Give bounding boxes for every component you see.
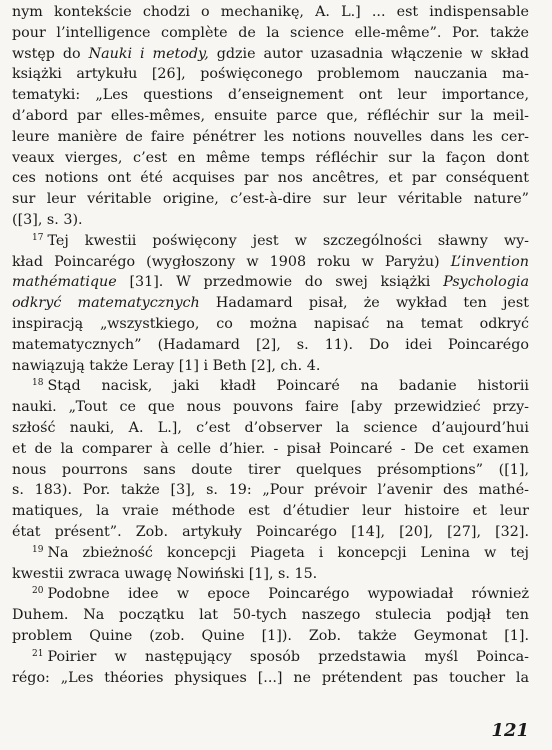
text-line: inspiracją „wszystkiego, co można napisać na temat odkryć — [12, 315, 529, 332]
text-line: état présent”. Zob. artykuły Poincarégo [14], [20], [27], [32]. — [12, 523, 529, 540]
text-line: szłość nauki, A. L.], c’est d’observer la science d’aujourd’hui — [12, 419, 529, 436]
text-line: nym kontekście chodzi o mechanikę, A. L.] ... est indispensable — [12, 4, 529, 20]
page-number: 121 — [491, 720, 529, 741]
text-line: régo: „Les théories physiques [...] ne prétendent pas toucher la — [12, 669, 529, 686]
footnote-number: 18 — [32, 378, 44, 389]
text-line: matiques, la vraie méthode est d’étudier leur histoire et leur — [12, 503, 529, 520]
text-line: książki artykułu [26], poświęconego problemom nauczania ma- — [12, 66, 529, 83]
text-line: problem Quine (zob. Quine [1]). Zob. także Geymonat [1]. — [12, 627, 529, 644]
text-line: sur leur véritable origine, c’est-à-dire sur leur véritable nature” — [12, 191, 529, 208]
footnote-number: 21 — [32, 648, 44, 659]
footnote-19: $^{19}$ Na zbieżność koncepcji Piageta i koncepcji Lenina w tej — [32, 544, 529, 561]
body-text — [12, 2, 529, 688]
text-line: d’abord par elles-mêmes, ensuite parce que, réfléchir sur la meil- — [12, 107, 529, 124]
text-line: Duhem. Na początku lat 50-tych naszego stulecia podjął ten — [12, 607, 529, 624]
text-line: kwestii zwraca uwagę Nowiński [1], s. 15. — [12, 565, 318, 582]
text-line: mathématique [31]. W przedmowie do swej książki Psychologia — [12, 274, 529, 291]
text-line: wstęp do Nauki i metody, gdzie autor uzasadnia włączenie w skład — [12, 45, 529, 62]
text-line: ([3], s. 3). — [12, 211, 83, 228]
footnote-18: $^{18}$ Stąd nacisk, jaki kładł Poincaré na badanie historii — [32, 378, 529, 395]
text-line: odkryć matematycznych Hadamard pisał, że wykład ten jest — [12, 295, 529, 312]
footnote-20: $^{20}$ Podobne idee w epoce Poincarégo wypowiadał również — [32, 586, 529, 603]
text-line: nous pourrons sans doute tirer quelques présomptions” ([1], — [12, 461, 529, 478]
footnote-17: $^{17}$ Tej kwestii poświęcony jest w szczególności sławny wy- — [32, 232, 529, 249]
text-line: pour l’intelligence complète de la science elle-même”. Por. także — [12, 24, 529, 41]
text-line: nawiązują także Leray [1] i Beth [2], ch. 4. — [12, 357, 321, 374]
text-line: ces notions ont été acquises par nos ancêtres, et par conséquent — [12, 170, 529, 187]
text-line: et de la comparer à celle d’hier. - pisał Poincaré - De cet examen — [12, 440, 529, 457]
text-line: nauki. „Tout ce que nous pouvons faire [aby przewidzieć przy- — [12, 399, 529, 416]
text-line: tematyki: „Les questions d’enseignement ont leur importance, — [12, 87, 529, 104]
text-line: veaux vierges, c’est en même temps réfléchir sur la façon dont — [12, 149, 529, 166]
footnote-21: $^{21}$ Poirier w następujący sposób przedstawia myśl Poinca- — [32, 648, 529, 665]
text-line: leure manière de faire pénétrer les notions nouvelles dans les cer- — [12, 128, 529, 145]
text-line: matematycznych” (Hadamard [2], s. 11). Do idei Poincarégo — [12, 336, 529, 353]
footnote-number: 20 — [32, 586, 44, 597]
text-line: kład Poincarégo (wygłoszony w 1908 roku w Paryżu) L’invention — [12, 253, 529, 270]
footnote-number: 19 — [32, 544, 44, 555]
footnote-number: 17 — [32, 232, 44, 243]
text-line: s. 183). Por. także [3], s. 19: „Pour prévoir l’avenir des mathé- — [12, 482, 529, 499]
